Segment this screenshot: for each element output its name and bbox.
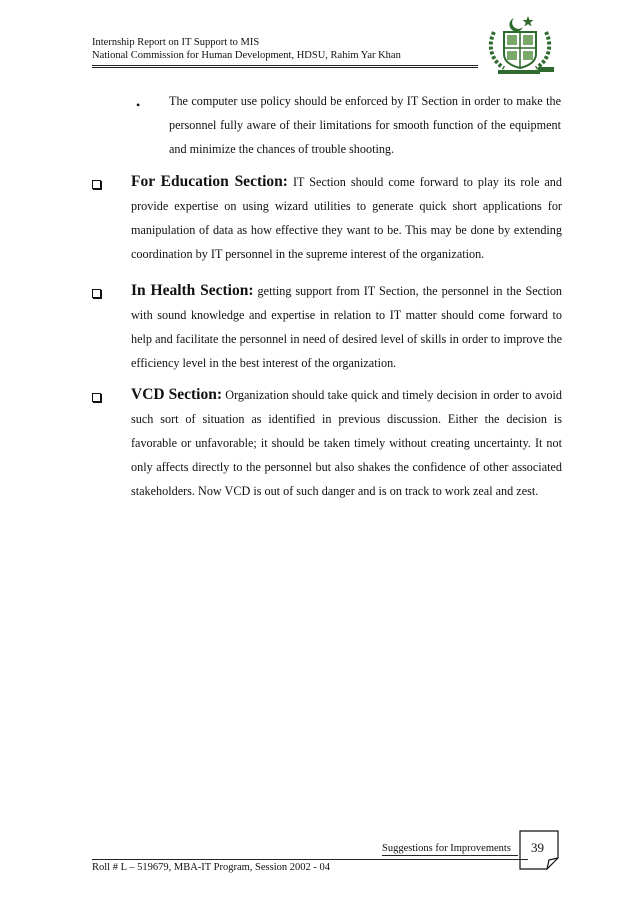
health-heading: In Health Section: xyxy=(131,282,254,299)
vcd-body: Organization should take quick and timely decision in order to avoid such sort of situation as identified in previous discussion. Either the decision is favorable or unfavorable; it should be taken timely without creating uncertainty. It not only affects directly to the personnel but also shakes the confidence of other associated stakeholders. Now VCD is out of such danger and is on track to work zeal and zest. xyxy=(131,388,562,498)
checkbox-bullet-icon xyxy=(92,289,101,298)
report-title: Internship Report on IT Support to MIS xyxy=(92,37,260,48)
footer-chapter-underline xyxy=(382,855,518,856)
header-divider xyxy=(92,65,478,66)
bullet-icon: • xyxy=(136,98,141,112)
header-divider-2 xyxy=(92,67,478,68)
health-paragraph xyxy=(131,279,562,375)
organization-name: National Commission for Human Development, HDSU, Rahim Yar Khan xyxy=(92,50,401,61)
education-heading: For Education Section: xyxy=(131,173,288,190)
health-body: getting support from IT Section, the personnel in the Section with sound knowledge and expertise in relation to IT matter should come forward to help and facilitate the personnel in need of desired level of skills in order to improve the efficiency level in the best interest of the organization. xyxy=(131,284,563,370)
footer-divider xyxy=(92,859,528,860)
education-paragraph xyxy=(131,170,562,266)
checkbox-bullet-icon xyxy=(92,393,101,402)
education-body: IT Section should come forward to play its role and provide expertise on using wizard utilities to generate quick short applications for manipulation of data as how effective they want to be. This may be done by extending coordination by IT personnel in the supreme interest of the organization. xyxy=(131,175,562,261)
footer-chapter-title: Suggestions for Improvements xyxy=(382,843,511,854)
footer-roll-info: Roll # L – 519679, MBA-IT Program, Session 2002 - 04 xyxy=(92,862,330,873)
checkbox-bullet-icon xyxy=(92,180,101,189)
page-number: 39 xyxy=(531,840,544,855)
vcd-paragraph xyxy=(131,383,562,503)
bullet-paragraph: The computer use policy should be enforced by IT Section in order to make the personnel fully aware of their limitations for smooth function of the equipment and minimize the chances of trouble shooting. xyxy=(169,94,561,156)
vcd-heading: VCD Section: xyxy=(131,386,223,403)
state-emblem-icon xyxy=(484,14,556,76)
